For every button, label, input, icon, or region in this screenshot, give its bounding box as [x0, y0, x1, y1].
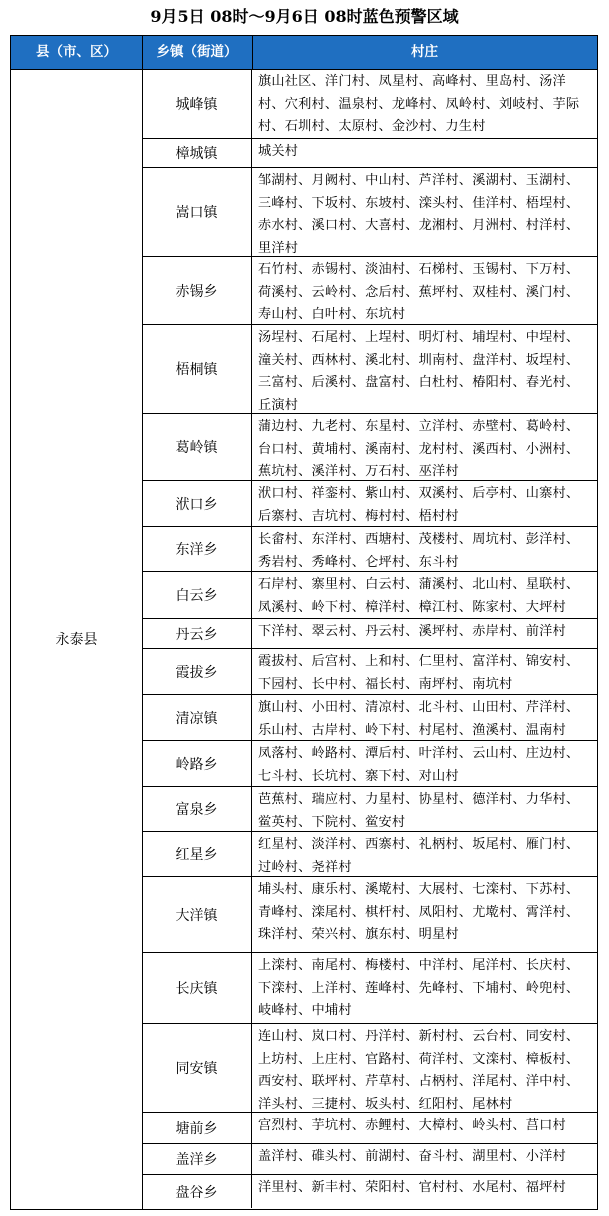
village-cell: 芭蕉村、瑞应村、力星村、协星村、德洋村、力华村、鲎英村、下院村、鲎安村: [258, 792, 580, 830]
village-cell: 宫烈村、芋坑村、赤鲤村、大樟村、岭头村、莒口村: [258, 1118, 566, 1133]
page-title: 9月5日 08时～9月6日 08时蓝色预警区域: [150, 7, 459, 26]
village-cell: 上滦村、南尾村、梅楼村、中洋村、尾洋村、长庆村、下滦村、上洋村、莲峰村、先峰村、下埔村、岭兜村、岐峰村、中埔村: [258, 958, 580, 1018]
table-header: [11, 36, 597, 70]
table-row: [142, 481, 597, 527]
town-cell: 富泉乡: [142, 787, 252, 831]
town-cell: 白云乡: [142, 572, 252, 618]
town-cell: 塘前乡: [142, 1113, 252, 1143]
village-cell: 凤落村、岭路村、潭后村、叶洋村、云山村、庄边村、七斗村、长坑村、寨下村、对山村: [258, 746, 580, 784]
town-cell: 丹云乡: [142, 619, 252, 648]
header-county: 县（市、区）: [11, 36, 143, 69]
table-row: [142, 787, 597, 832]
table-row: [142, 695, 597, 741]
village-cell: 红星村、淡洋村、西寨村、礼柄村、坂尾村、雁门村、过岭村、尧祥村: [258, 837, 580, 875]
village-cell: 旗山社区、洋门村、凤星村、高峰村、里岛村、汤洋村、穴利村、温泉村、龙峰村、凤岭村、刘岐村、芋际村、石圳村、太原村、金沙村、力生村: [258, 74, 580, 134]
village-cell: 汤埕村、石尾村、上埕村、明灯村、埔埕村、中埕村、潼关村、西林村、溪北村、圳南村、盘洋村、坂埕村、三富村、后溪村、盘富村、白杜村、椿阳村、春光村、丘演村: [258, 330, 580, 413]
table-row: [142, 1024, 597, 1113]
town-cell: 清凉镇: [142, 695, 252, 740]
warning-table: [10, 35, 598, 1210]
town-cell: 霞拔乡: [142, 649, 252, 694]
table-body: [142, 69, 597, 1208]
town-cell: 岭路乡: [142, 741, 252, 786]
village-cell: 长畲村、东洋村、西塘村、茂楼村、周坑村、彭洋村、秀岩村、秀峰村、仑坪村、东斗村: [258, 532, 580, 570]
table-row: [142, 1175, 597, 1208]
village-cell: 石竹村、赤锡村、淡油村、石梯村、玉锡村、下万村、荷溪村、云岭村、念后村、蕉坪村、双桂村、溪门村、寿山村、白叶村、东坑村: [258, 262, 580, 322]
town-cell: 城峰镇: [142, 69, 252, 138]
town-cell: 葛岭镇: [142, 414, 252, 480]
village-cell: 洋里村、新丰村、荣阳村、官村村、水尾村、福坪村: [258, 1180, 566, 1195]
table-row: [142, 325, 597, 414]
village-cell: 邹湖村、月阙村、中山村、芦洋村、溪湖村、玉湖村、三峰村、下坂村、东坡村、滦头村、佳洋村、梧埕村、赤水村、溪口村、大喜村、龙湘村、月洲村、村洋村、里洋村: [258, 173, 580, 256]
table-row: [142, 69, 597, 139]
town-cell: 长庆镇: [142, 953, 252, 1023]
village-cell: 旗山村、小田村、清凉村、北斗村、山田村、芹洋村、乐山村、古岸村、岭下村、村尾村、渔溪村、温南村: [258, 700, 580, 738]
table-row: [142, 414, 597, 481]
town-cell: 梧桐镇: [142, 325, 252, 413]
table-row: [142, 832, 597, 877]
town-cell: 赤锡乡: [142, 257, 252, 324]
table-row: [142, 139, 597, 168]
table-row: [142, 257, 597, 325]
table-row: [142, 527, 597, 572]
town-cell: 盘谷乡: [142, 1175, 252, 1208]
village-cell: 石岸村、寨里村、白云村、蒲溪村、北山村、星联村、凤溪村、岭下村、樟洋村、樟江村、陈家村、大坪村: [258, 577, 580, 615]
header-town: 乡镇（街道）: [142, 36, 253, 69]
town-cell: 嵩口镇: [142, 168, 252, 256]
town-cell: 樟城镇: [142, 139, 252, 167]
town-cell: 洑口乡: [142, 481, 252, 526]
table-row: [142, 741, 597, 787]
village-cell: 城关村: [258, 144, 299, 159]
table-row: [142, 1144, 597, 1175]
county-cell: 永泰县: [11, 69, 143, 1209]
table-row: [142, 572, 597, 619]
table-row: [142, 168, 597, 257]
village-cell: 洑口村、祥銮村、紫山村、双溪村、后亭村、山寨村、后寨村、吉坑村、梅村村、梧村村: [258, 486, 580, 524]
village-cell: 蒲边村、九老村、东星村、立洋村、赤壁村、葛岭村、台口村、黄埔村、溪南村、龙村村、溪西村、小洲村、蕉坑村、溪洋村、万石村、巫洋村: [258, 419, 580, 479]
village-cell: 盖洋村、碓头村、前湖村、奋斗村、湖里村、小洋村: [258, 1149, 566, 1164]
village-cell: 下洋村、翠云村、丹云村、溪坪村、赤岸村、前洋村: [258, 624, 566, 639]
table-row: [142, 1113, 597, 1144]
table-row: [142, 953, 597, 1024]
table-row: [142, 877, 597, 953]
town-cell: 大洋镇: [142, 877, 252, 952]
village-cell: 霞拔村、后宫村、上和村、仁里村、富洋村、锦安村、下园村、长中村、福长村、南坪村、南坑村: [258, 654, 580, 692]
town-cell: 东洋乡: [142, 527, 252, 571]
header-village: 村庄: [411, 44, 438, 60]
village-cell: 埔头村、康乐村、溪墘村、大展村、七滦村、下苏村、青峰村、滦尾村、棋杆村、凤阳村、尤墘村、霄洋村、珠洋村、荣兴村、旗东村、明星村: [258, 882, 580, 942]
table-row: [142, 649, 597, 695]
town-cell: 盖洋乡: [142, 1144, 252, 1174]
town-cell: 同安镇: [142, 1024, 252, 1112]
town-cell: 红星乡: [142, 832, 252, 876]
village-cell: 连山村、岚口村、丹洋村、新村村、云台村、同安村、上坊村、上庄村、官路村、荷洋村、文滦村、樟板村、西安村、联坪村、芹草村、占柄村、洋尾村、洋中村、洋头村、三捷村、坂头村、红阳村、尾林村: [258, 1029, 580, 1112]
table-row: [142, 619, 597, 649]
